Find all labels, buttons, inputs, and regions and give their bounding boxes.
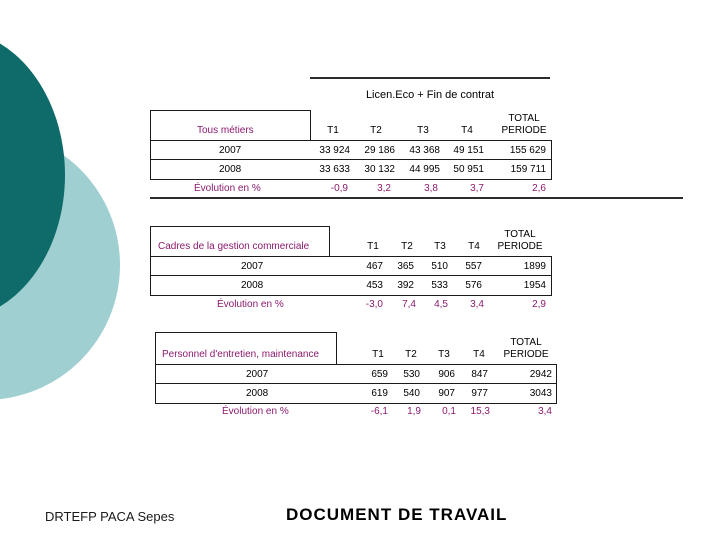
- table1-col-total-1: TOTAL: [508, 113, 540, 124]
- table2-col-t1: T1: [367, 241, 379, 252]
- table3-cell: 619: [371, 388, 388, 399]
- table1-col-t2: T2: [370, 125, 382, 136]
- table2-col-total-2: PERIODE: [497, 241, 543, 252]
- table2-evo-cell: 3,4: [470, 299, 484, 310]
- table2-cell: 392: [397, 280, 414, 291]
- table3-col-total-2: PERIODE: [503, 349, 549, 360]
- table1-cell: 49 151: [453, 145, 484, 156]
- table1-row-2008-label: 2008: [219, 164, 242, 175]
- table2-cell: 365: [397, 261, 414, 272]
- table1-bottom-rule: [150, 197, 683, 199]
- table2-col-t2: T2: [401, 241, 413, 252]
- table1-cell: 44 995: [409, 164, 440, 175]
- report-title: Licen.Eco + Fin de contrat: [365, 89, 495, 101]
- table3-evo-cell: 0,1: [442, 406, 456, 417]
- table2-cell: 1899: [523, 261, 546, 272]
- table1-evo-cell: -0,9: [330, 183, 348, 194]
- table2-row-2007-label: 2007: [241, 261, 264, 272]
- table2-evo-cell: -3,0: [365, 299, 383, 310]
- table2-label: Cadres de la gestion commerciale: [158, 241, 310, 252]
- table3-cell: 540: [403, 388, 420, 399]
- table2-cell: 453: [366, 280, 383, 291]
- table3-col-total-1: TOTAL: [510, 337, 542, 348]
- table3-cell: 847: [471, 369, 488, 380]
- table2-row-2008-label: 2008: [241, 280, 264, 291]
- table2-col-t3: T3: [434, 241, 446, 252]
- table3-cell: 659: [371, 369, 388, 380]
- table2-evolution-label: Évolution en %: [217, 299, 284, 310]
- table2-evo-cell: 2,9: [532, 299, 546, 310]
- table2-col-total-1: TOTAL: [504, 229, 536, 240]
- table1-cell: 30 132: [364, 164, 395, 175]
- header-top-rule: [310, 77, 550, 79]
- table1-label: Tous métiers: [197, 125, 254, 136]
- table1-cell: 29 186: [364, 145, 395, 156]
- table1-cell: 159 711: [510, 164, 546, 175]
- table1-cell: 155 629: [509, 145, 546, 156]
- table1-cell: 50 951: [453, 164, 484, 175]
- table3-col-t1: T1: [372, 349, 384, 360]
- table3-row-2007-label: 2007: [246, 369, 269, 380]
- table3-row-2008-label: 2008: [246, 388, 269, 399]
- table1-cell: 33 633: [319, 164, 350, 175]
- table3-cell: 906: [438, 369, 455, 380]
- table1-evo-cell: 2,6: [532, 183, 546, 194]
- table3-evolution-label: Évolution en %: [222, 406, 289, 417]
- table3-col-t3: T3: [438, 349, 450, 360]
- table3-cell: 2942: [529, 369, 552, 380]
- table3-label: Personnel d'entretien, maintenance: [162, 349, 320, 360]
- table1-col-t4: T4: [461, 125, 473, 136]
- table2-cell: 467: [366, 261, 383, 272]
- table1-row-2007-label: 2007: [219, 145, 242, 156]
- table3-evo-cell: 3,4: [538, 406, 552, 417]
- table1-col-t1: T1: [327, 125, 339, 136]
- table3-cell: 907: [438, 388, 455, 399]
- table2-cell: 1954: [523, 280, 546, 291]
- table3-evo-cell: 15,3: [470, 406, 490, 417]
- table3-cell: 530: [403, 369, 420, 380]
- table1-evo-cell: 3,2: [377, 183, 391, 194]
- table2-cell: 576: [465, 280, 482, 291]
- table3-cell: 977: [471, 388, 488, 399]
- table3-cell: 3043: [529, 388, 552, 399]
- table1-cell: 33 924: [319, 145, 350, 156]
- table2-cell: 533: [431, 280, 448, 291]
- table2-evo-cell: 7,4: [402, 299, 416, 310]
- table1-evo-cell: 3,8: [424, 183, 438, 194]
- table1-cell: 43 368: [409, 145, 440, 156]
- table2-cell: 557: [465, 261, 482, 272]
- table3-evo-cell: 1,9: [407, 406, 421, 417]
- table2-cell: 510: [431, 261, 448, 272]
- table3-col-t2: T2: [405, 349, 417, 360]
- table3-col-t4: T4: [473, 349, 485, 360]
- table2-evo-cell: 4,5: [434, 299, 448, 310]
- table1-evo-cell: 3,7: [470, 183, 484, 194]
- table1-evolution-label: Évolution en %: [194, 183, 261, 194]
- table2-col-t4: T4: [468, 241, 480, 252]
- footer-source: DRTEFP PACA Sepes: [45, 509, 175, 524]
- table1-col-total-2: PERIODE: [501, 125, 547, 136]
- table1-col-t3: T3: [417, 125, 429, 136]
- table3-evo-cell: -6,1: [370, 406, 388, 417]
- footer-document-label: DOCUMENT DE TRAVAIL: [286, 505, 508, 524]
